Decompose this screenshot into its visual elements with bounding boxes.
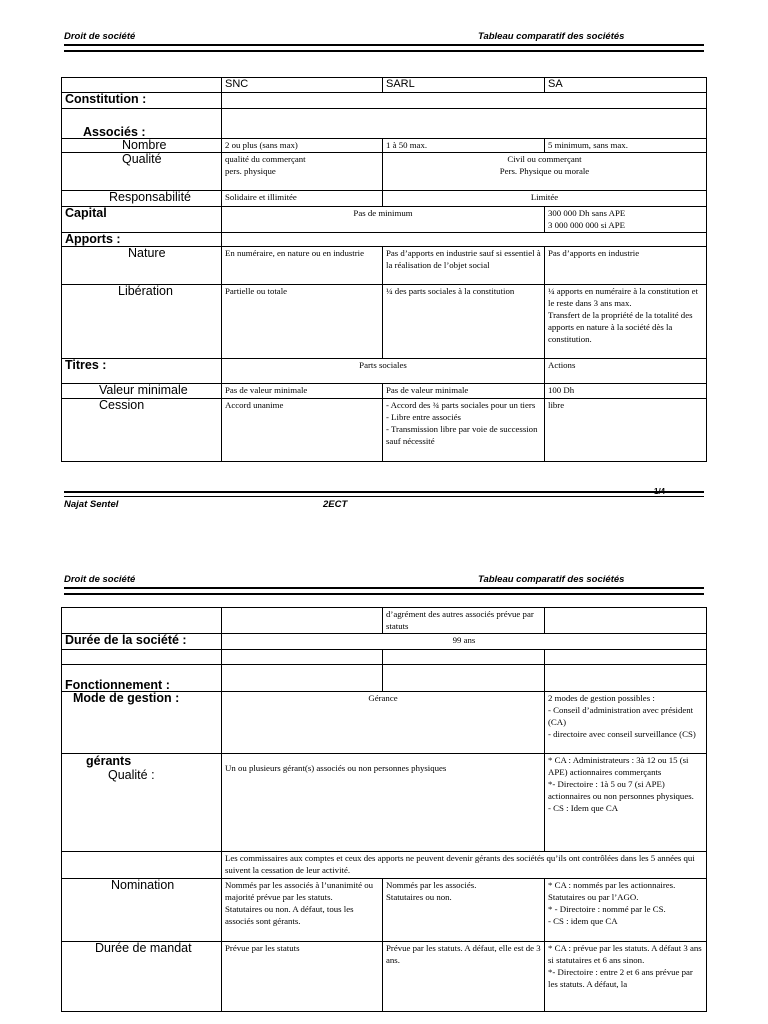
row-label-mode-gestion: Mode de gestion : xyxy=(62,692,222,754)
section-associes: Associés : xyxy=(62,109,222,139)
qualite-snc-sarl: Un ou plusieurs gérant(s) associés ou non personnes physiques xyxy=(222,754,545,852)
empty-cell xyxy=(545,650,707,665)
section-constitution: Constitution : xyxy=(62,93,222,109)
capital-sa: 300 000 Dh sans APE 3 000 000 000 si APE xyxy=(545,207,707,233)
empty-cell xyxy=(545,608,707,634)
page1-footer-rule-2 xyxy=(64,496,704,497)
responsabilite-sarl-sa: Limitée xyxy=(383,191,707,207)
row-label-titres: Titres : xyxy=(62,359,222,384)
qualite-sarl-sa: Civil ou commerçant Pers. Physique ou morale xyxy=(383,153,707,191)
corner-cell xyxy=(62,78,222,93)
gerants-label: gérants xyxy=(86,754,132,768)
liberation-snc: Partielle ou totale xyxy=(222,285,383,359)
nature-sa: Pas d’apports en industrie xyxy=(545,247,707,285)
nomination-sarl: Nommés par les associés. Statutaires ou non. xyxy=(383,879,545,942)
mode-sa: 2 modes de gestion possibles : - Conseil d’administration avec président (CA) - directoire avec conseil surveillance (CS) xyxy=(545,692,707,754)
titres-sa: Actions xyxy=(545,359,707,384)
row-label-cession: Cession xyxy=(62,399,222,462)
page1-header-rule-2 xyxy=(64,50,704,52)
row-label-duree-mandat: Durée de mandat xyxy=(62,942,222,1012)
page2-comparison-table xyxy=(61,607,707,1012)
empty-cell xyxy=(62,650,222,665)
commissaires-note: Les commissaires aux comptes et ceux des apports ne peuvent devenir gérants des sociétés qu’ils ont contrôlées dans les 5 années qui suivent la cessation de leur activité. xyxy=(222,852,707,879)
row-label-liberation: Libération xyxy=(62,285,222,359)
page2-header-rule xyxy=(64,587,704,589)
page2-header-rule-2 xyxy=(64,593,704,595)
liberation-sa: ¼ apports en numéraire à la constitution et le reste dans 3 ans max. Transfert de la propriété de la totalité des apports en nature à la société dès la constitution. xyxy=(545,285,707,359)
page1-header-left: Droit de société xyxy=(64,31,136,42)
empty-cell xyxy=(222,233,707,247)
nombre-sa: 5 minimum, sans max. xyxy=(545,139,707,153)
valeur-minimale-sarl: Pas de valeur minimale xyxy=(383,384,545,399)
section-apports: Apports : xyxy=(62,233,222,247)
column-header-sarl: SARL xyxy=(383,78,545,93)
cession-sa: libre xyxy=(545,399,707,462)
valeur-minimale-sa: 100 Dh xyxy=(545,384,707,399)
mode-snc-sarl: Gérance xyxy=(222,692,545,754)
page1-header-right: Tableau comparatif des sociétés xyxy=(478,31,625,42)
qualite-snc: qualité du commerçant pers. physique xyxy=(222,153,383,191)
page2-header-right: Tableau comparatif des sociétés xyxy=(478,574,625,585)
liberation-sarl: ¼ des parts sociales à la constitution xyxy=(383,285,545,359)
titres-snc-sarl: Parts sociales xyxy=(222,359,545,384)
page1-footer-rule xyxy=(64,491,704,493)
empty-cell xyxy=(383,650,545,665)
page1-footer-center: 2ECT xyxy=(323,499,348,510)
row-label-responsabilite: Responsabilité xyxy=(62,191,222,207)
cession-sarl: - Accord des ¾ parts sociales pour un tiers - Libre entre associés - Transmission libre par voie de succession sauf nécessité xyxy=(383,399,545,462)
row-label-nomination: Nomination xyxy=(62,879,222,942)
row-label-valeur-minimale: Valeur minimale xyxy=(62,384,222,399)
nombre-sarl: 1 à 50 max. xyxy=(383,139,545,153)
column-header-snc: SNC xyxy=(222,78,383,93)
empty-cell xyxy=(62,852,222,879)
page1-comparison-table xyxy=(61,77,707,462)
qualite-label: Qualité : xyxy=(108,768,155,782)
column-header-sa: SA xyxy=(545,78,707,93)
page1-footer-left: Najat Sentel xyxy=(64,499,119,510)
nature-snc: En numéraire, en nature ou en industrie xyxy=(222,247,383,285)
cession-snc: Accord unanime xyxy=(222,399,383,462)
empty-cell xyxy=(383,665,545,692)
empty-cell xyxy=(222,608,383,634)
responsabilite-snc: Solidaire et illimitée xyxy=(222,191,383,207)
nomination-sa: * CA : nommés par les actionnaires. Statutaires ou par l’AGO. * - Directoire : nommé par le CS. - CS : idem que CA xyxy=(545,879,707,942)
empty-cell xyxy=(222,109,707,139)
row-label-nombre: Nombre xyxy=(62,139,222,153)
section-fonctionnement: Fonctionnement : xyxy=(62,665,222,692)
continued-sarl: d’agrément des autres associés prévue par statuts xyxy=(383,608,545,634)
empty-cell xyxy=(62,608,222,634)
valeur-minimale-snc: Pas de valeur minimale xyxy=(222,384,383,399)
row-label-duree: Durée de la société : xyxy=(62,634,222,650)
row-label-qualite: Qualité xyxy=(62,153,222,191)
duree-mandat-sa: * CA : prévue par les statuts. A défaut 3 ans si statutaires et 6 ans sinon. *- Directoire : entre 2 et 6 ans prévue par les statuts. A défaut, la xyxy=(545,942,707,1012)
row-label-gerants-qualite xyxy=(62,754,222,852)
nomination-snc: Nommés par les associés à l’unanimité ou majorité prévue par les statuts. Statutaires ou non. A défaut, tous les associés sont gérants. xyxy=(222,879,383,942)
nature-sarl: Pas d’apports en industrie sauf si essentiel à la réalisation de l’objet social xyxy=(383,247,545,285)
duree-value: 99 ans xyxy=(222,634,707,650)
page2-header-left: Droit de société xyxy=(64,574,136,585)
row-label-nature: Nature xyxy=(62,247,222,285)
capital-snc-sarl: Pas de minimum xyxy=(222,207,545,233)
empty-cell xyxy=(222,93,707,109)
empty-cell xyxy=(222,665,383,692)
nombre-snc: 2 ou plus (sans max) xyxy=(222,139,383,153)
page1-header-rule xyxy=(64,44,704,46)
qualite-sa: * CA : Administrateurs : 3à 12 ou 15 (si APE) actionnaires commerçants *- Directoire : 1à 5 ou 7 (si APE) actionnaires ou non personnes physiques. - CS : Idem que CA xyxy=(545,754,707,852)
duree-mandat-sarl: Prévue par les statuts. A défaut, elle est de 3 ans. xyxy=(383,942,545,1012)
empty-cell xyxy=(222,650,383,665)
row-label-capital: Capital xyxy=(62,207,222,233)
empty-cell xyxy=(545,665,707,692)
duree-mandat-snc: Prévue par les statuts xyxy=(222,942,383,1012)
